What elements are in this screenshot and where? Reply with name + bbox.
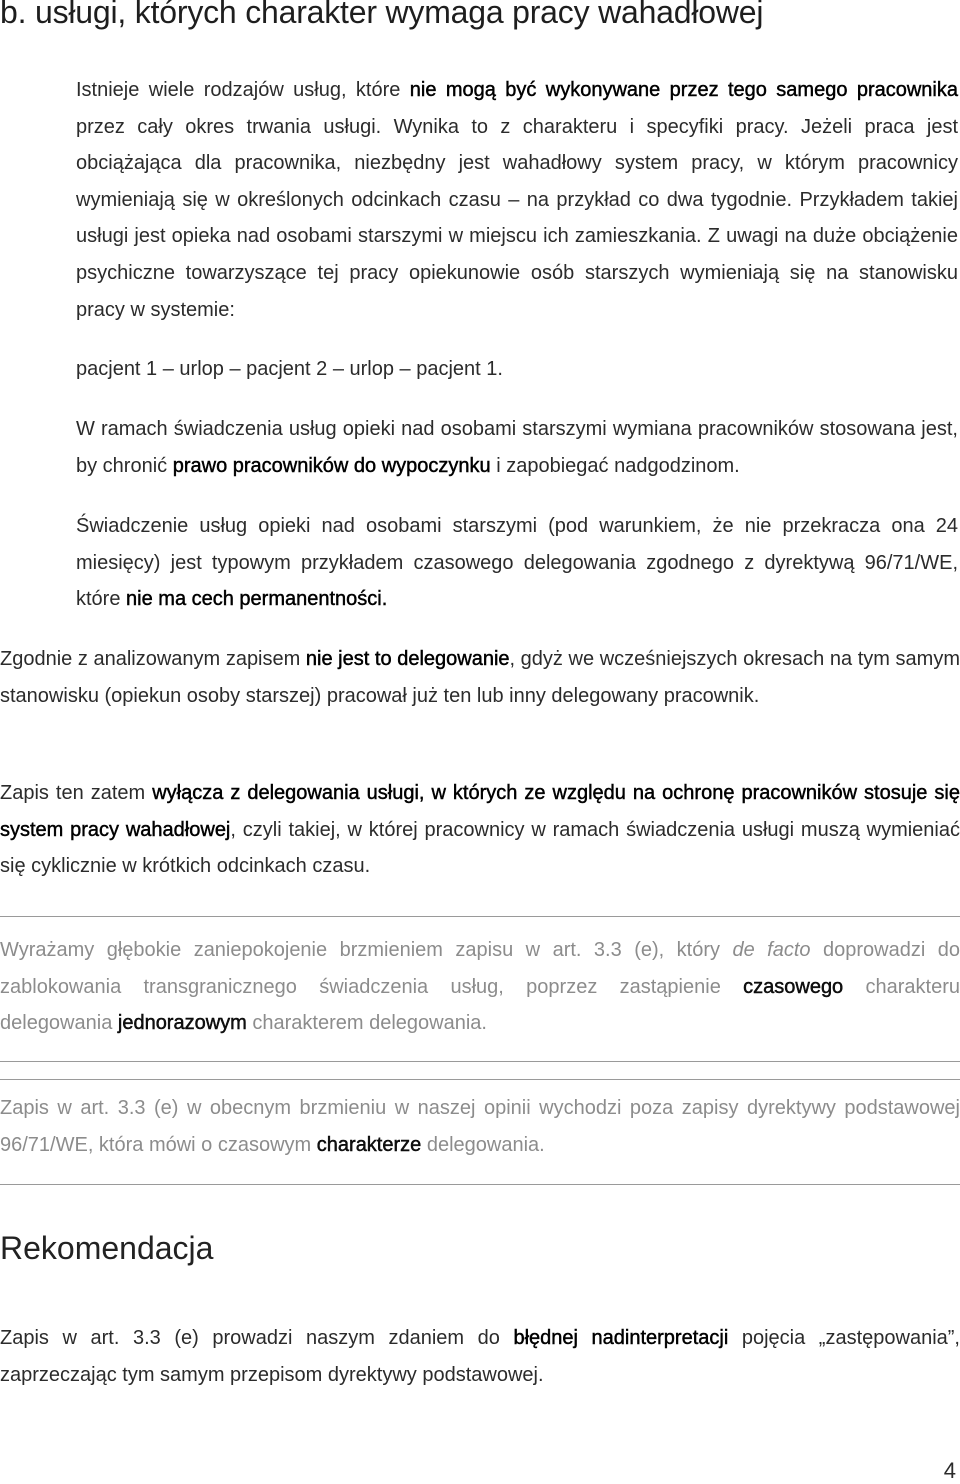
text: Świadczenie usług opieki nad osobami starszymi (pod warunkiem, że nie przekracza ona 24 miesięcy) jest typowym przykładem czasowego delegowania zgodnego z dyrektywą 96/71/WE, które [76, 515, 958, 611]
text: W ramach świadczenia usług opieki nad osobami starszymi wymiana pracowników stosowana jest, by chronić [76, 418, 958, 477]
bold-text: nie mogą być wykonywane przez tego samego pracownika [409, 79, 959, 101]
concern-box [0, 932, 960, 1042]
bold-text: wyłącza z delegowania usługi, w których ze względu na ochronę pracowników stosuje się system pracy wahadłowej [0, 782, 960, 841]
scheme-text: pacjent 1 – urlop – pacjent 2 – urlop – pacjent 1. [76, 358, 503, 380]
text: i zapobiegać nadgodzinom. [490, 454, 740, 477]
paragraph-posting [0, 508, 960, 618]
bold-text: nie ma cech permanentności. [126, 588, 388, 611]
text: Zgodnie z analizowanym zapisem [0, 648, 306, 670]
paragraph-exclusion [0, 775, 960, 885]
divider [0, 1079, 960, 1080]
recommendation-title: Rekomendacja [0, 1230, 214, 1266]
bold-text: jednorazowym [117, 1012, 247, 1035]
paragraph-scheme [0, 351, 960, 388]
section-heading: b. usługi, których charakter wymaga pracy wahadłowej [0, 0, 764, 30]
text: Zapis w art. 3.3 (e) prowadzi naszym zdaniem do [0, 1327, 514, 1349]
bold-text: nie jest to delegowanie [305, 648, 510, 670]
page-number: 4 [943, 1458, 956, 1483]
text: Wyrażamy głębokie zaniepokojenie brzmieniem zapisu w art. 3.3 (e), który [0, 939, 733, 961]
text: przez cały okres trwania usługi. Wynika to z charakteru i specyfiki pracy. Jeżeli praca jest obciążająca dla pracownika, niezbędny jest wahadłowy system pracy, w którym pracownicy wymieniają się w określonych odcinkach czasu – na przykład co dwa tygodnie. Przykładem takiej usługi jest opieka nad osobami starszymi w miejscu ich zamieszkania. Z uwagi na duże obciążenie psychiczne towarzyszące tej pracy opiekunowie osób starszych wymieniają się na stanowisku pracy w systemie: [76, 115, 958, 321]
bold-text: czasowego [743, 975, 844, 998]
bold-text: charakterze [316, 1133, 422, 1156]
bold-text: błędnej nadinterpretacji [513, 1327, 729, 1349]
divider [0, 1061, 960, 1062]
divider [0, 1184, 960, 1185]
paragraph-analysis [0, 641, 960, 714]
text: pojęcia „zastępowania”, zaprzeczając tym samym przepisom dyrektywy podstawowej. [0, 1327, 960, 1386]
text: Istnieje wiele rodzajów usług, które [76, 79, 410, 101]
text: Zapis w art. 3.3 (e) w obecnym brzmieniu w naszej opinii wychodzi poza zapisy dyrektywy podstawowej 96/71/WE, która mówi o czasowym [0, 1097, 960, 1156]
text: charakteru delegowania [0, 975, 960, 1035]
opinion-box [0, 1090, 960, 1163]
text: , czyli takiej, w której pracownicy w ramach świadczenia usługi muszą wymieniać się cyklicznie w krótkich odcinkach czasu. [0, 818, 960, 878]
paragraph-intro [0, 72, 960, 328]
divider [0, 916, 960, 917]
text: Zapis ten zatem [0, 782, 153, 804]
italic-text: de facto [732, 939, 811, 961]
recommendation-text [0, 1320, 960, 1393]
paragraph-rotation [0, 411, 960, 484]
text: , gdyż we wcześniejszych okresach na tym samym stanowisku (opiekun osoby starszej) pracował już ten lub inny delegowany pracownik. [0, 648, 960, 707]
text: doprowadzi do zablokowania transgranicznego świadczenia usług, poprzez zastąpienie [0, 939, 960, 998]
text: charakterem delegowania. [246, 1012, 487, 1035]
bold-text: prawo pracowników do wypoczynku [172, 454, 491, 477]
text: delegowania. [421, 1133, 545, 1156]
